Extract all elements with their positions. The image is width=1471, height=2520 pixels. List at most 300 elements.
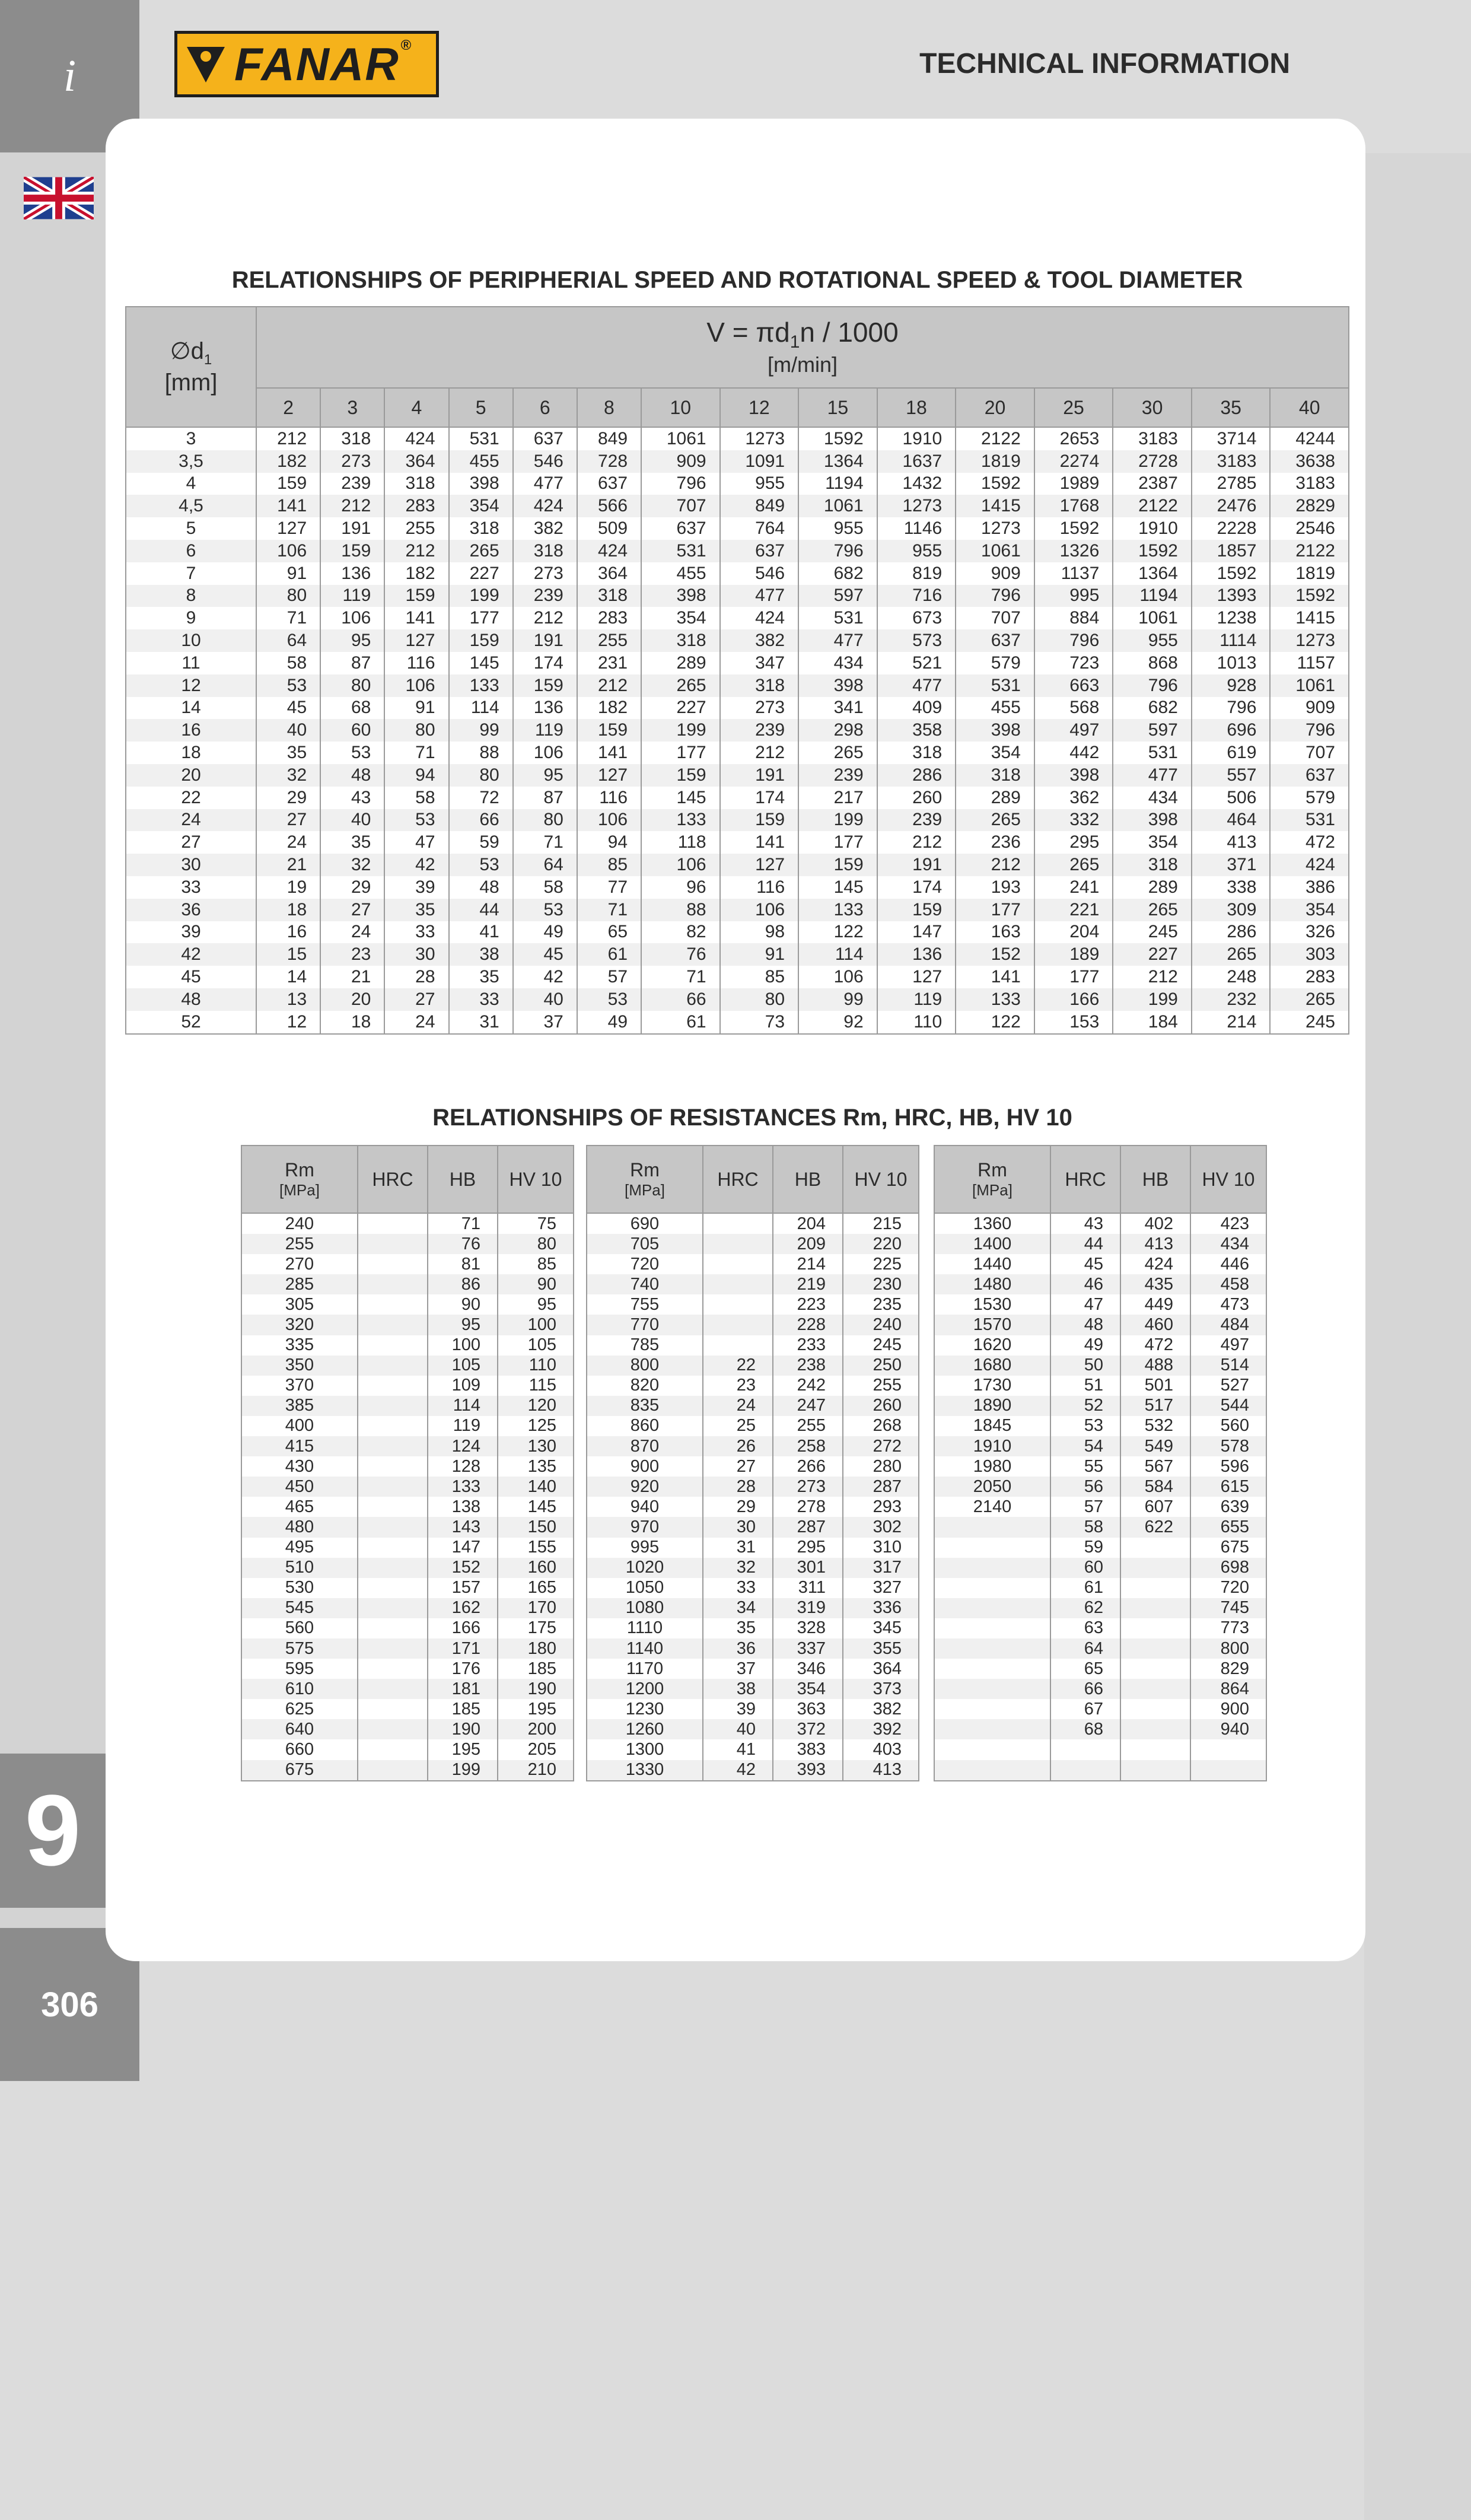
hrc-cell: 33 — [703, 1578, 773, 1598]
speed-cell: 32 — [256, 764, 320, 787]
table-row — [587, 1254, 919, 1274]
speed-cell: 40 — [256, 719, 320, 742]
table-row — [587, 1739, 919, 1759]
hv-cell: 382 — [843, 1699, 919, 1719]
table-row — [241, 1760, 574, 1781]
hv-cell: 80 — [498, 1234, 574, 1254]
table-row — [126, 876, 1349, 899]
table-row — [934, 1234, 1266, 1254]
speed-cell: 1326 — [1034, 540, 1113, 562]
hrc-cell: 42 — [703, 1760, 773, 1781]
hv-cell: 90 — [498, 1274, 574, 1294]
speed-cell: 119 — [513, 719, 577, 742]
speed-cell: 239 — [798, 764, 877, 787]
speed-cell: 49 — [513, 921, 577, 944]
speed-cell: 141 — [577, 742, 641, 764]
hrc-cell: 56 — [1050, 1477, 1120, 1497]
registered-mark: ® — [400, 37, 412, 53]
table-row — [126, 787, 1349, 809]
speed-cell: 76 — [641, 943, 720, 966]
hv-cell: 345 — [843, 1618, 919, 1638]
speed-cell: 2476 — [1192, 495, 1271, 517]
diameter-cell: 3 — [126, 427, 256, 450]
hv-cell: 180 — [498, 1638, 574, 1659]
column-header-row — [126, 388, 1349, 427]
speed-cell: 114 — [798, 943, 877, 966]
speed-cell: 35 — [449, 966, 513, 988]
speed-cell: 94 — [577, 831, 641, 854]
hrc-cell — [703, 1335, 773, 1356]
speed-cell: 30 — [384, 943, 448, 966]
speed-cell: 1273 — [877, 495, 956, 517]
speed-cell: 141 — [720, 831, 799, 854]
table-row — [587, 1578, 919, 1598]
chapter-tab — [0, 1754, 106, 1908]
hrc-header: HRC — [703, 1146, 773, 1213]
speed-cell: 68 — [320, 697, 384, 720]
rm-cell: 270 — [241, 1254, 358, 1274]
speed-cell: 159 — [798, 854, 877, 876]
rm-cell: 1140 — [587, 1638, 703, 1659]
speed-cell: 33 — [384, 921, 448, 944]
rm-cell: 370 — [241, 1376, 358, 1396]
rm-cell: 1570 — [934, 1315, 1050, 1335]
speed-table — [125, 306, 1349, 1035]
hrc-cell: 65 — [1050, 1659, 1120, 1679]
hv-cell: 473 — [1190, 1294, 1266, 1315]
hv-cell: 95 — [498, 1294, 574, 1315]
speed-cell: 619 — [1192, 742, 1271, 764]
speed-cell: 2728 — [1113, 450, 1192, 473]
speed-cell: 133 — [956, 988, 1034, 1011]
rm-label: Rm — [285, 1159, 314, 1181]
speed-cell: 64 — [256, 629, 320, 652]
rm-cell: 1110 — [587, 1618, 703, 1638]
speed-cell: 106 — [720, 899, 799, 921]
hb-cell: 363 — [773, 1699, 843, 1719]
hb-cell: 90 — [428, 1294, 498, 1315]
rm-cell: 530 — [241, 1578, 358, 1598]
speed-cell: 241 — [1034, 876, 1113, 899]
table-row — [587, 1356, 919, 1376]
speed-cell: 796 — [641, 473, 720, 495]
column-header: 3 — [320, 388, 384, 427]
speed-cell: 531 — [641, 540, 720, 562]
hrc-cell: 39 — [703, 1699, 773, 1719]
hv-cell: 170 — [498, 1598, 574, 1618]
hrc-cell — [358, 1739, 428, 1759]
column-header: 40 — [1270, 388, 1349, 427]
table-row — [587, 1659, 919, 1679]
rm-cell: 920 — [587, 1477, 703, 1497]
table-row — [126, 450, 1349, 473]
table-row — [587, 1436, 919, 1456]
table-row — [587, 1497, 919, 1517]
hb-cell: 383 — [773, 1739, 843, 1759]
rm-cell: 625 — [241, 1699, 358, 1719]
diameter-unit: [mm] — [164, 370, 218, 396]
rm-cell: 720 — [587, 1254, 703, 1274]
rm-cell: 1440 — [934, 1254, 1050, 1274]
speed-cell: 884 — [1034, 607, 1113, 629]
hv-cell: 327 — [843, 1578, 919, 1598]
speed-cell: 239 — [513, 585, 577, 607]
table-row — [934, 1659, 1266, 1679]
diameter-cell: 20 — [126, 764, 256, 787]
speed-cell: 91 — [720, 943, 799, 966]
speed-cell: 91 — [256, 562, 320, 585]
rm-cell: 2050 — [934, 1477, 1050, 1497]
speed-cell: 1592 — [1034, 517, 1113, 540]
speed-cell: 80 — [720, 988, 799, 1011]
speed-cell: 245 — [1113, 921, 1192, 944]
diameter-cell: 30 — [126, 854, 256, 876]
speed-cell: 45 — [256, 697, 320, 720]
speed-cell: 318 — [1113, 854, 1192, 876]
hv-cell: 293 — [843, 1497, 919, 1517]
hb-cell: 143 — [428, 1517, 498, 1537]
speed-cell: 95 — [320, 629, 384, 652]
speed-cell: 43 — [320, 787, 384, 809]
hrc-cell: 22 — [703, 1356, 773, 1376]
table-row — [126, 899, 1349, 921]
speed-cell: 424 — [720, 607, 799, 629]
speed-cell: 99 — [449, 719, 513, 742]
hv-cell: 165 — [498, 1578, 574, 1598]
rm-cell — [934, 1679, 1050, 1699]
speed-cell: 273 — [320, 450, 384, 473]
speed-cell: 39 — [384, 876, 448, 899]
resistance-header-row — [934, 1146, 1266, 1213]
hb-cell: 287 — [773, 1517, 843, 1537]
speed-cell: 80 — [320, 674, 384, 697]
speed-cell: 191 — [877, 854, 956, 876]
hrc-cell: 37 — [703, 1659, 773, 1679]
hrc-cell — [358, 1719, 428, 1739]
speed-cell: 289 — [956, 787, 1034, 809]
speed-cell: 71 — [256, 607, 320, 629]
speed-cell: 116 — [577, 787, 641, 809]
speed-cell: 707 — [1270, 742, 1349, 764]
speed-cell: 174 — [513, 652, 577, 674]
speed-cell: 212 — [513, 607, 577, 629]
speed-cell: 413 — [1192, 831, 1271, 854]
speed-cell: 122 — [956, 1011, 1034, 1034]
formula-header — [256, 307, 1349, 388]
hrc-cell: 41 — [703, 1739, 773, 1759]
speed-cell: 147 — [877, 921, 956, 944]
speed-cell: 455 — [956, 697, 1034, 720]
rm-cell: 1260 — [587, 1719, 703, 1739]
hv-cell: 255 — [843, 1376, 919, 1396]
table-row — [241, 1578, 574, 1598]
hb-cell: 255 — [773, 1416, 843, 1436]
speed-cell: 255 — [384, 517, 448, 540]
rm-unit: [MPa] — [625, 1181, 665, 1199]
speed-cell: 159 — [256, 473, 320, 495]
table-row — [241, 1456, 574, 1477]
speed-cell: 71 — [513, 831, 577, 854]
table-row — [587, 1679, 919, 1699]
speed-cell: 248 — [1192, 966, 1271, 988]
rm-cell: 1530 — [934, 1294, 1050, 1315]
hrc-cell: 34 — [703, 1598, 773, 1618]
speed-cell: 3183 — [1270, 473, 1349, 495]
speed-cell: 212 — [256, 427, 320, 450]
table-row — [934, 1739, 1266, 1759]
speed-cell: 398 — [449, 473, 513, 495]
hrc-cell: 60 — [1050, 1558, 1120, 1578]
speed-cell: 1989 — [1034, 473, 1113, 495]
table-row — [241, 1517, 574, 1537]
hrc-cell — [358, 1416, 428, 1436]
hrc-cell — [1050, 1760, 1120, 1781]
hrc-cell — [358, 1477, 428, 1497]
speed-cell: 45 — [513, 943, 577, 966]
speed-cell: 127 — [384, 629, 448, 652]
hv-cell: 250 — [843, 1356, 919, 1376]
hb-cell: 393 — [773, 1760, 843, 1781]
rm-cell: 335 — [241, 1335, 358, 1356]
hrc-cell — [358, 1558, 428, 1578]
speed-cell: 318 — [641, 629, 720, 652]
hrc-cell: 28 — [703, 1477, 773, 1497]
speed-cell: 1238 — [1192, 607, 1271, 629]
speed-cell: 424 — [513, 495, 577, 517]
speed-cell: 65 — [577, 921, 641, 944]
diameter-cell: 18 — [126, 742, 256, 764]
rm-cell: 970 — [587, 1517, 703, 1537]
rm-cell: 1020 — [587, 1558, 703, 1578]
speed-cell: 40 — [320, 809, 384, 832]
hv-cell: 355 — [843, 1638, 919, 1659]
hrc-cell: 40 — [703, 1719, 773, 1739]
table-row — [241, 1315, 574, 1335]
diameter-cell: 10 — [126, 629, 256, 652]
hv-cell: 287 — [843, 1477, 919, 1497]
speed-cell: 955 — [720, 473, 799, 495]
speed-cell: 265 — [449, 540, 513, 562]
hrc-cell: 29 — [703, 1497, 773, 1517]
hb-cell: 199 — [428, 1760, 498, 1781]
hv-cell: 596 — [1190, 1456, 1266, 1477]
hb-cell — [1120, 1538, 1190, 1558]
speed-cell: 87 — [320, 652, 384, 674]
speed-cell: 133 — [641, 809, 720, 832]
rm-header — [934, 1146, 1050, 1213]
rm-cell — [934, 1638, 1050, 1659]
speed-cell: 637 — [1270, 764, 1349, 787]
speed-cell: 159 — [877, 899, 956, 921]
hv-cell: 175 — [498, 1618, 574, 1638]
hb-cell: 488 — [1120, 1356, 1190, 1376]
hrc-cell: 38 — [703, 1679, 773, 1699]
speed-cell: 35 — [320, 831, 384, 854]
speed-cell: 35 — [256, 742, 320, 764]
hv-cell: 829 — [1190, 1659, 1266, 1679]
speed-cell: 849 — [577, 427, 641, 450]
speed-cell: 2122 — [956, 427, 1034, 450]
speed-cell: 371 — [1192, 854, 1271, 876]
hrc-cell — [358, 1659, 428, 1679]
speed-cell: 212 — [877, 831, 956, 854]
speed-cell: 159 — [320, 540, 384, 562]
speed-cell: 44 — [449, 899, 513, 921]
speed-cell: 1393 — [1192, 585, 1271, 607]
hb-cell: 517 — [1120, 1396, 1190, 1416]
hrc-cell — [358, 1436, 428, 1456]
hb-cell: 449 — [1120, 1294, 1190, 1315]
resistance-table-3 — [934, 1145, 1267, 1781]
hv-cell: 514 — [1190, 1356, 1266, 1376]
hrc-cell: 30 — [703, 1517, 773, 1537]
speed-cell: 4244 — [1270, 427, 1349, 450]
rm-cell: 755 — [587, 1294, 703, 1315]
hrc-cell — [358, 1618, 428, 1638]
speed-cell: 283 — [384, 495, 448, 517]
table-row — [934, 1213, 1266, 1234]
hrc-cell: 25 — [703, 1416, 773, 1436]
speed-cell: 1114 — [1192, 629, 1271, 652]
hv-cell: 497 — [1190, 1335, 1266, 1356]
rm-cell: 465 — [241, 1497, 358, 1517]
hb-cell: 100 — [428, 1335, 498, 1356]
table-row — [934, 1578, 1266, 1598]
hv-cell: 105 — [498, 1335, 574, 1356]
speed-cell: 47 — [384, 831, 448, 854]
hv-cell: 110 — [498, 1356, 574, 1376]
speed-cell: 71 — [577, 899, 641, 921]
hrc-cell — [703, 1274, 773, 1294]
speed-cell: 796 — [798, 540, 877, 562]
table-row — [934, 1274, 1266, 1294]
table-row — [934, 1638, 1266, 1659]
hrc-cell: 26 — [703, 1436, 773, 1456]
rm-label: Rm — [630, 1159, 660, 1181]
hb-cell: 247 — [773, 1396, 843, 1416]
hv-cell: 220 — [843, 1234, 919, 1254]
speed-cell: 1415 — [1270, 607, 1349, 629]
rm-cell: 1050 — [587, 1578, 703, 1598]
speed-cell: 303 — [1270, 943, 1349, 966]
speed-cell: 521 — [877, 652, 956, 674]
rm-cell: 2140 — [934, 1497, 1050, 1517]
hb-cell: 195 — [428, 1739, 498, 1759]
speed-cell: 597 — [1113, 719, 1192, 742]
speed-cell: 338 — [1192, 876, 1271, 899]
hb-cell: 133 — [428, 1477, 498, 1497]
speed-cell: 637 — [720, 540, 799, 562]
speed-cell: 236 — [956, 831, 1034, 854]
table-row — [587, 1416, 919, 1436]
hrc-cell — [358, 1356, 428, 1376]
speed-cell: 386 — [1270, 876, 1349, 899]
speed-cell: 546 — [513, 450, 577, 473]
speed-cell: 289 — [641, 652, 720, 674]
hrc-cell: 32 — [703, 1558, 773, 1578]
speed-cell: 106 — [641, 854, 720, 876]
speed-cell: 723 — [1034, 652, 1113, 674]
table-row — [241, 1335, 574, 1356]
speed-cell: 53 — [384, 809, 448, 832]
speed-cell: 145 — [449, 652, 513, 674]
hv-cell: 560 — [1190, 1416, 1266, 1436]
speed-cell: 37 — [513, 1011, 577, 1034]
formula-unit: [m/min] — [767, 352, 838, 377]
hb-cell: 607 — [1120, 1497, 1190, 1517]
table-row — [587, 1335, 919, 1356]
speed-cell: 199 — [798, 809, 877, 832]
hv-cell: 720 — [1190, 1578, 1266, 1598]
speed-cell: 696 — [1192, 719, 1271, 742]
speed-cell: 127 — [720, 854, 799, 876]
speed-cell: 41 — [449, 921, 513, 944]
speed-cell: 159 — [577, 719, 641, 742]
speed-table-body — [126, 427, 1349, 1034]
hb-cell: 242 — [773, 1376, 843, 1396]
speed-cell: 42 — [513, 966, 577, 988]
info-icon: i — [63, 51, 77, 101]
speed-cell: 455 — [449, 450, 513, 473]
speed-cell: 318 — [449, 517, 513, 540]
table-row — [241, 1558, 574, 1578]
column-header: 12 — [720, 388, 799, 427]
hv-cell: 745 — [1190, 1598, 1266, 1618]
rm-cell — [934, 1739, 1050, 1759]
hv-cell: 125 — [498, 1416, 574, 1436]
speed-cell: 71 — [384, 742, 448, 764]
speed-cell: 58 — [513, 876, 577, 899]
rm-cell: 320 — [241, 1315, 358, 1335]
column-header: 5 — [449, 388, 513, 427]
diameter-cell: 16 — [126, 719, 256, 742]
speed-cell: 637 — [577, 473, 641, 495]
speed-cell: 85 — [720, 966, 799, 988]
hv-cell: 145 — [498, 1497, 574, 1517]
diameter-cell: 39 — [126, 921, 256, 944]
speed-cell: 153 — [1034, 1011, 1113, 1034]
hb-cell: 266 — [773, 1456, 843, 1477]
hv-cell: 235 — [843, 1294, 919, 1315]
speed-cell: 191 — [320, 517, 384, 540]
table-row — [934, 1396, 1266, 1416]
speed-cell: 354 — [1270, 899, 1349, 921]
table-row — [587, 1618, 919, 1638]
speed-cell: 318 — [384, 473, 448, 495]
rm-cell: 415 — [241, 1436, 358, 1456]
table-row — [241, 1254, 574, 1274]
speed-cell: 1819 — [956, 450, 1034, 473]
hrc-cell — [358, 1679, 428, 1699]
speed-cell: 94 — [384, 764, 448, 787]
hrc-cell: 46 — [1050, 1274, 1120, 1294]
hv-header: HV 10 — [1190, 1146, 1266, 1213]
rm-cell: 450 — [241, 1477, 358, 1497]
rm-cell: 1170 — [587, 1659, 703, 1679]
speed-cell: 298 — [798, 719, 877, 742]
speed-cell: 133 — [798, 899, 877, 921]
speed-cell: 955 — [1113, 629, 1192, 652]
speed-cell: 573 — [877, 629, 956, 652]
hv-cell: 544 — [1190, 1396, 1266, 1416]
table-row — [126, 585, 1349, 607]
column-header: 18 — [877, 388, 956, 427]
speed-cell: 212 — [384, 540, 448, 562]
hb-cell: 435 — [1120, 1274, 1190, 1294]
hb-cell: 204 — [773, 1213, 843, 1234]
speed-cell: 2228 — [1192, 517, 1271, 540]
hb-cell: 233 — [773, 1335, 843, 1356]
